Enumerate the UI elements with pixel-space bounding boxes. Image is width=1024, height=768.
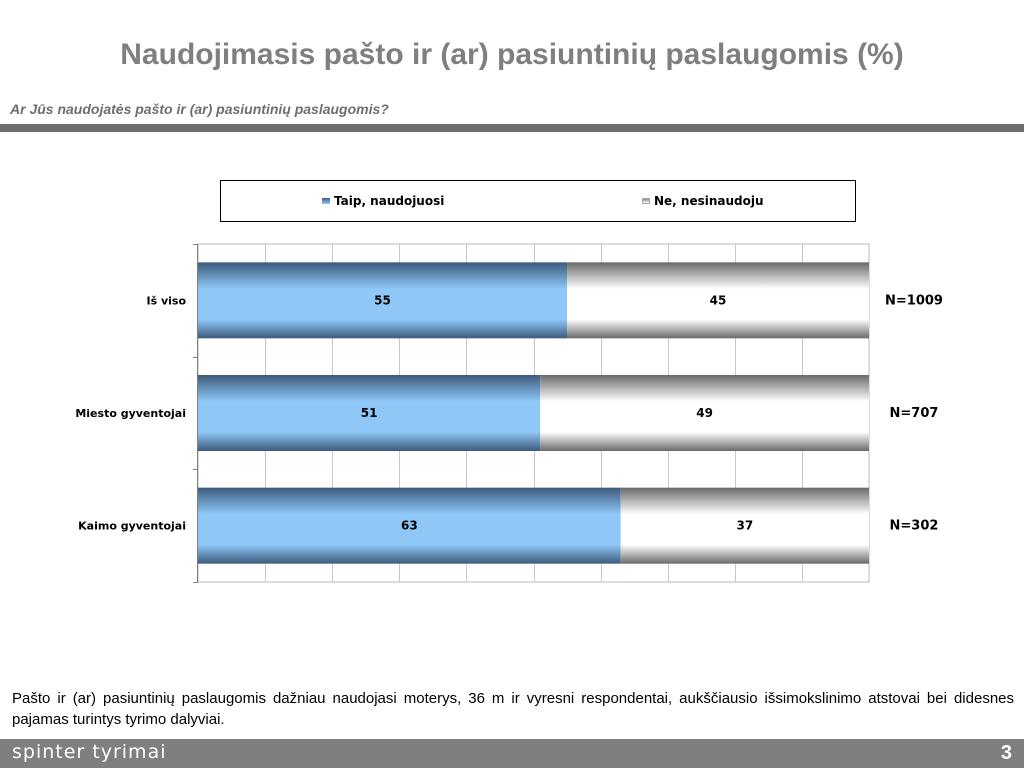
brand-logo: spinter tyrimai xyxy=(12,741,167,763)
sample-size-label: N=707 xyxy=(889,406,939,421)
data-label: 55 xyxy=(374,293,391,308)
legend-label-yes: Taip, naudojuosi xyxy=(334,194,445,208)
survey-question: Ar Jūs naudojatės pašto ir (ar) pasiuntinių paslaugomis? xyxy=(10,101,389,117)
data-label: 51 xyxy=(360,406,378,420)
data-label: 45 xyxy=(709,293,727,308)
legend-label-no: Ne, nesinaudoju xyxy=(654,194,764,208)
page-title: Naudojimasis pašto ir (ar) pasiuntinių paslaugomis (%) xyxy=(120,38,904,71)
data-label: 63 xyxy=(401,518,418,533)
page-number: 3 xyxy=(1000,742,1012,764)
sample-size-label: N=1009 xyxy=(885,293,943,309)
footer-bar xyxy=(0,739,1024,768)
sample-size-label: N=302 xyxy=(889,518,939,534)
data-label: 37 xyxy=(736,518,754,533)
bars xyxy=(198,262,869,563)
data-label: 49 xyxy=(696,406,713,420)
category-label: Miesto gyventojai xyxy=(75,407,186,420)
category-label: Iš viso xyxy=(146,294,186,308)
footnote-text: Pašto ir (ar) pasiuntinių paslaugomis dažniau naudojasi moterys, 36 m ir vyresni respondentai, aukščiausio išsimokslinimo atstovai bei didesnes pajamas turintys tyrimo dalyviai. xyxy=(12,690,1014,728)
category-label: Kaimo gyventojai xyxy=(78,519,186,533)
